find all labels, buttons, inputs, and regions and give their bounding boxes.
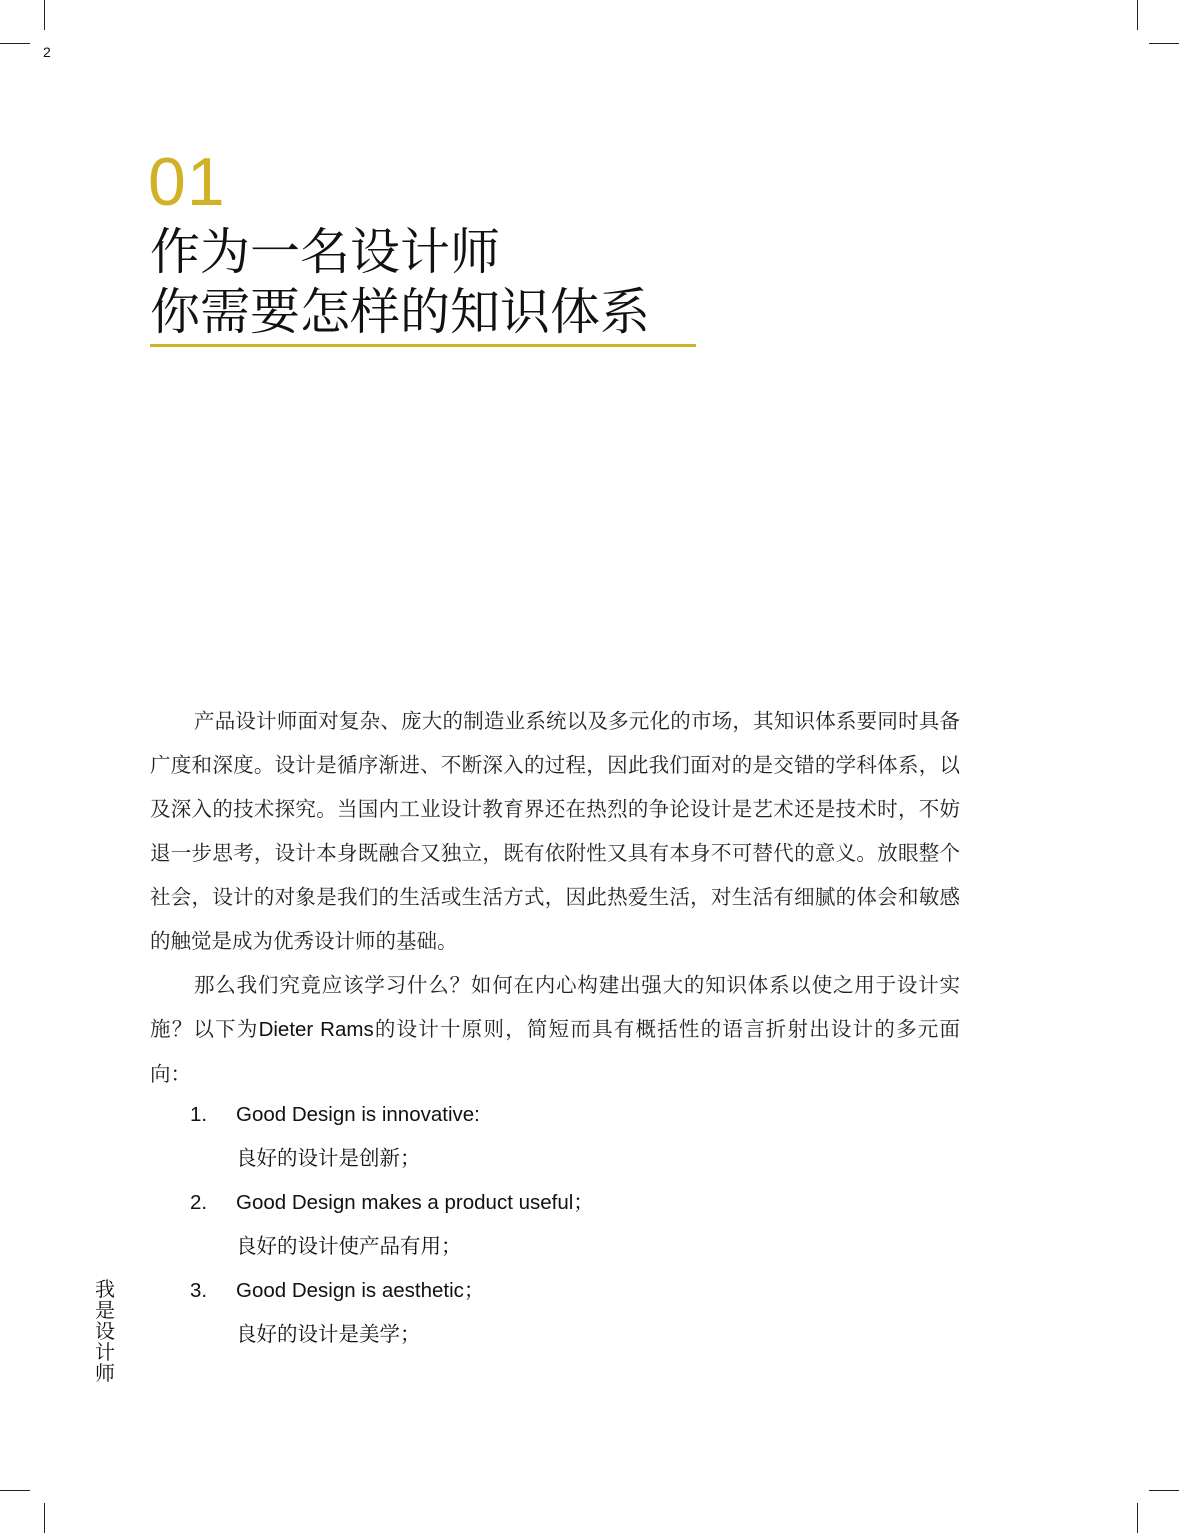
- crop-mark-bottom-left-vertical: [44, 1503, 45, 1533]
- side-label: [93, 1280, 117, 1385]
- principles-list: [190, 1093, 790, 1357]
- side-label-char: 是: [95, 1300, 115, 1322]
- paragraph-2-before: 那么我们究竟应该学习什么？如何在内心构建出强大的知识体系以使之用于设计实施？以下为: [150, 973, 960, 1041]
- crop-mark-top-left-horizontal: [0, 43, 30, 44]
- crop-mark-top-left-vertical: [44, 0, 45, 30]
- crop-mark-top-right-horizontal: [1149, 43, 1179, 44]
- crop-mark-bottom-right-horizontal: [1149, 1490, 1179, 1491]
- crop-mark-bottom-left-horizontal: [0, 1490, 30, 1491]
- crop-mark-bottom-right-vertical: [1137, 1503, 1138, 1533]
- principle-chinese: 良好的设计使产品有用；: [236, 1235, 462, 1258]
- chapter-title: [150, 222, 696, 347]
- chapter-title-line-2: 你需要怎样的知识体系: [150, 284, 650, 340]
- principle-english: Good Design is innovative:: [236, 1103, 480, 1126]
- principle-english-row: [190, 1269, 790, 1313]
- side-label-char: 设: [95, 1321, 115, 1343]
- principle-item: [190, 1269, 790, 1357]
- paragraph-2-after: 的设计十原则，简短而具有概括性的语言折射出设计的多元面向：: [150, 1017, 961, 1086]
- principle-number: 2.: [190, 1191, 208, 1214]
- crop-mark-top-right-vertical: [1137, 0, 1138, 30]
- principle-english-row: [190, 1093, 790, 1137]
- designer-name: Dieter Rams: [258, 1018, 374, 1041]
- paragraph-2: [150, 963, 960, 1096]
- side-label-char: 我: [95, 1279, 115, 1301]
- principle-english: Good Design is aesthetic；: [236, 1279, 485, 1302]
- chapter-number: 01: [148, 144, 226, 220]
- principle-number: 1.: [190, 1103, 208, 1126]
- chapter-title-line-1: 作为一名设计师: [150, 224, 500, 280]
- principle-item: [190, 1181, 790, 1269]
- principle-item: [190, 1093, 790, 1181]
- side-label-char: 师: [95, 1363, 115, 1385]
- body-text: [150, 699, 960, 1096]
- principle-chinese: 良好的设计是创新；: [236, 1147, 421, 1170]
- paragraph-1: 产品设计师面对复杂、庞大的制造业系统以及多元化的市场，其知识体系要同时具备广度和深度。设计是循序渐进、不断深入的过程，因此我们面对的是交错的学科体系，以及深入的技术探究。当国内工业设计教育界还在热烈的争论设计是艺术还是技术时，不妨退一步思考，设计本身既融合又独立，既有依附性又具有本身不可替代的意义。放眼整个社会，设计的对象是我们的生活或生活方式，因此热爱生活，对生活有细腻的体会和敏感的触觉是成为优秀设计师的基础。: [150, 709, 960, 953]
- principle-english-row: [190, 1181, 790, 1225]
- page-number: 2: [43, 44, 51, 60]
- principle-english: Good Design makes a product useful；: [236, 1191, 594, 1214]
- principle-number: 3.: [190, 1279, 208, 1302]
- principle-chinese: 良好的设计是美学；: [236, 1323, 421, 1346]
- side-label-char: 计: [95, 1342, 115, 1364]
